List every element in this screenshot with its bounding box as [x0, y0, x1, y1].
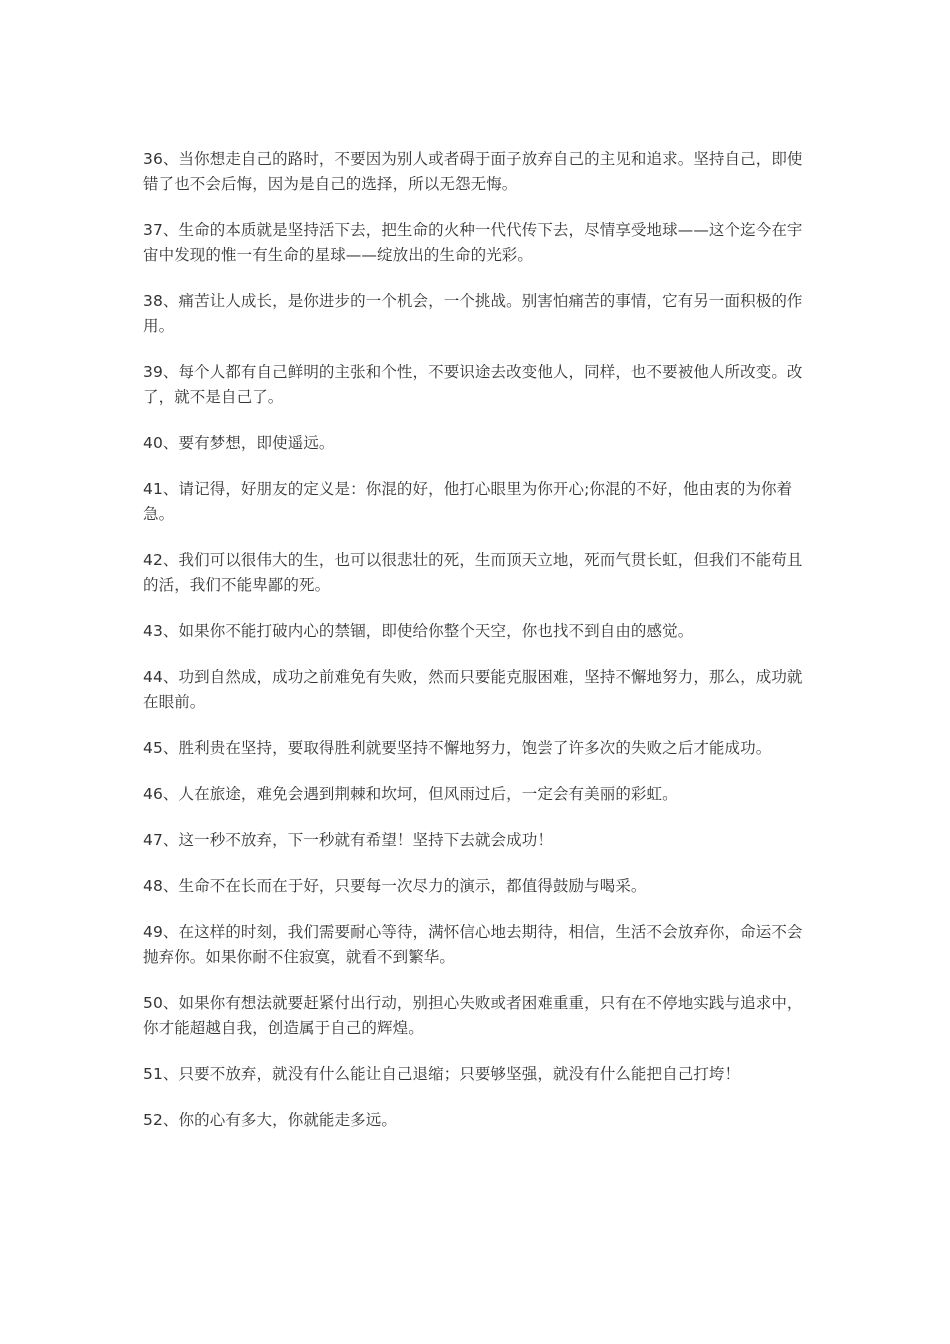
- paragraph-44: 44、功到自然成，成功之前难免有失败，然而只要能克服困难，坚持不懈地努力，那么，成功就在眼前。: [143, 668, 803, 711]
- paragraph-39: 39、每个人都有自己鲜明的主张和个性，不要识途去改变他人，同样，也不要被他人所改变。改了，就不是自己了。: [143, 363, 803, 406]
- paragraph-43: 43、如果你不能打破内心的禁锢，即使给你整个天空，你也找不到自由的感觉。: [143, 622, 694, 640]
- paragraph-50: 50、如果你有想法就要赶紧付出行动，别担心失败或者困难重重，只有在不停地实践与追求中，你才能超越自我，创造属于自己的辉煌。: [143, 994, 803, 1037]
- paragraph-46: 46、人在旅途，难免会遇到荆棘和坎坷，但风雨过后，一定会有美丽的彩虹。: [143, 785, 678, 803]
- paragraph-41: 41、请记得，好朋友的定义是：你混的好，他打心眼里为你开心;你混的不好，他由衷的为你着急。: [143, 480, 793, 523]
- paragraph-40: 40、要有梦想，即使遥远。: [143, 434, 335, 452]
- paragraph-52: 52、你的心有多大，你就能走多远。: [143, 1111, 397, 1129]
- paragraph-49: 49、在这样的时刻，我们需要耐心等待，满怀信心地去期待，相信，生活不会放弃你，命运不会抛弃你。如果你耐不住寂寞，就看不到繁华。: [143, 923, 803, 966]
- document-body: [143, 147, 815, 1154]
- paragraph-37: 37、生命的本质就是坚持活下去，把生命的火种一代代传下去，尽情享受地球——这个迄今在宇宙中发现的惟一有生命的星球——绽放出的生命的光彩。: [143, 221, 803, 264]
- paragraph-42: 42、我们可以很伟大的生，也可以很悲壮的死，生而顶天立地，死而气贯长虹，但我们不能苟且的活，我们不能卑鄙的死。: [143, 551, 803, 594]
- paragraph-45: 45、胜利贵在坚持，要取得胜利就要坚持不懈地努力，饱尝了许多次的失败之后才能成功。: [143, 739, 772, 757]
- paragraph-36: 36、当你想走自己的路时，不要因为别人或者碍于面子放弃自己的主见和追求。坚持自己，即使错了也不会后悔，因为是自己的选择，所以无怨无悔。: [143, 150, 803, 193]
- paragraph-38: 38、痛苦让人成长，是你进步的一个机会，一个挑战。别害怕痛苦的事情，它有另一面积极的作用。: [143, 292, 803, 335]
- paragraph-47: 47、这一秒不放弃，下一秒就有希望！坚持下去就会成功！: [143, 831, 553, 849]
- paragraph-51: 51、只要不放弃，就没有什么能让自己退缩；只要够坚强，就没有什么能把自己打垮！: [143, 1065, 741, 1083]
- paragraph-48: 48、生命不在长而在于好，只要每一次尽力的演示，都值得鼓励与喝采。: [143, 877, 647, 895]
